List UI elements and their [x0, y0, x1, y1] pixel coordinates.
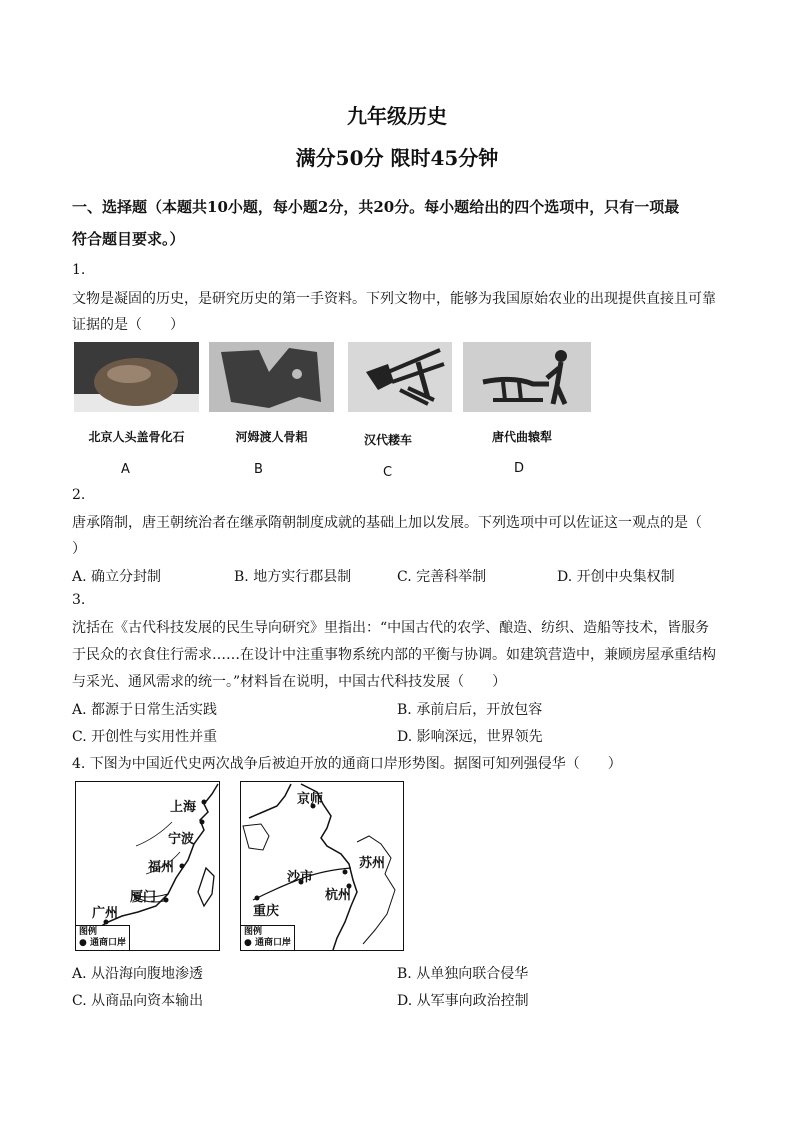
city-label-hangzhou: 杭州: [325, 888, 352, 903]
map-legend: [76, 925, 130, 950]
image-caption-c: 汉代耧车: [363, 433, 412, 447]
q2-stem-line1: 唐承隋制，唐王朝统治者在继承隋朝制度成就的基础上加以发展。下列选项中可以佐证这一观点的是（: [72, 515, 702, 531]
curved-plow-image: [463, 342, 591, 412]
city-label-jingshi: 京师: [297, 792, 324, 807]
q2-option-a: A. 确立分封制: [72, 569, 162, 585]
q2-number: 2.: [72, 487, 86, 503]
skull-fossil-image: [74, 342, 199, 412]
q4-option-a: A. 从沿海向腹地渗透: [72, 966, 204, 982]
q4-stem: 4. 下图为中国近代史两次战争后被迫开放的通商口岸形势图。据图可知列强侵华（ ）: [72, 756, 622, 772]
image-letter-a: A: [121, 462, 130, 477]
q3-number: 3.: [72, 592, 86, 608]
bone-spade-image: [209, 342, 334, 412]
q1-stem-line2: 证据的是（ ）: [72, 317, 184, 333]
q1-stem-line1: 文物是凝固的历史，是研究历史的第一手资料。下列文物中，能够为我国原始农业的出现提供直接且可靠: [72, 291, 716, 307]
image-caption-b: 河姆渡人骨耜: [235, 430, 308, 444]
q2-option-b: B. 地方实行郡县制: [234, 569, 352, 585]
q3-option-a: A. 都源于日常生活实践: [72, 702, 218, 718]
q2-option-c: C. 完善科举制: [397, 569, 487, 585]
city-label-ningbo: 宁波: [168, 832, 195, 847]
q3-option-d: D. 影响深远，世界领先: [397, 729, 543, 745]
city-label-shanghai: 上海: [170, 800, 197, 815]
page-subtitle: 满分50分 限时45分钟: [295, 146, 499, 170]
image-letter-b: B: [254, 462, 263, 477]
city-label-suzhou: 苏州: [359, 856, 386, 871]
q1-number: 1.: [72, 262, 86, 278]
q4-option-c: C. 从商品向资本输出: [72, 993, 204, 1009]
legend-item: ● 通商口岸: [244, 938, 291, 948]
city-label-xiamen: 厦门: [130, 890, 157, 905]
legend-title: 图例: [79, 927, 98, 937]
city-label-guangzhou: 广州: [92, 906, 119, 921]
treaty-ports-map-1: [75, 781, 220, 951]
q2-stem-line2: ）: [72, 541, 86, 557]
section-heading-line2: 符合题目要求。）: [72, 230, 185, 248]
map-legend: [241, 925, 295, 950]
image-caption-d: 唐代曲辕犁: [491, 430, 552, 444]
city-label-fuzhou: 福州: [148, 860, 175, 875]
legend-item: ● 通商口岸: [79, 938, 126, 948]
city-label-shashi: 沙市: [287, 870, 314, 885]
q3-stem-line2: 于民众的衣食住行需求……在设计中注重事物系统内部的平衡与协调。如建筑营造中，兼顾房屋承重结构: [72, 647, 716, 663]
q3-option-c: C. 开创性与实用性并重: [72, 729, 218, 745]
city-label-chongqing: 重庆: [253, 904, 280, 919]
seed-drill-image: [348, 342, 452, 412]
image-letter-d: D: [514, 461, 525, 476]
image-letter-c: C: [383, 465, 393, 480]
q4-option-b: B. 从单独向联合侵华: [397, 966, 529, 982]
page-title: 九年级历史: [347, 104, 447, 128]
q3-stem-line3: 与采光、通风需求的统一。”材料旨在说明，中国古代科技发展（ ）: [72, 674, 507, 690]
treaty-ports-map-2: [240, 781, 404, 951]
image-caption-a: 北京人头盖骨化石: [88, 430, 185, 444]
legend-title: 图例: [244, 927, 263, 937]
section-heading-line1: 一、选择题（本题共10小题，每小题2分，共20分。每小题给出的四个选项中，只有一项最: [72, 198, 680, 216]
q2-option-d: D. 开创中央集权制: [557, 569, 675, 585]
q4-option-d: D. 从军事向政治控制: [397, 993, 529, 1009]
q3-option-b: B. 承前启后，开放包容: [397, 702, 543, 718]
q3-stem-line1: 沈括在《古代科技发展的民生导向研究》里指出：“中国古代的农学、酿造、纺织、造船等技术，皆服务: [72, 620, 710, 636]
